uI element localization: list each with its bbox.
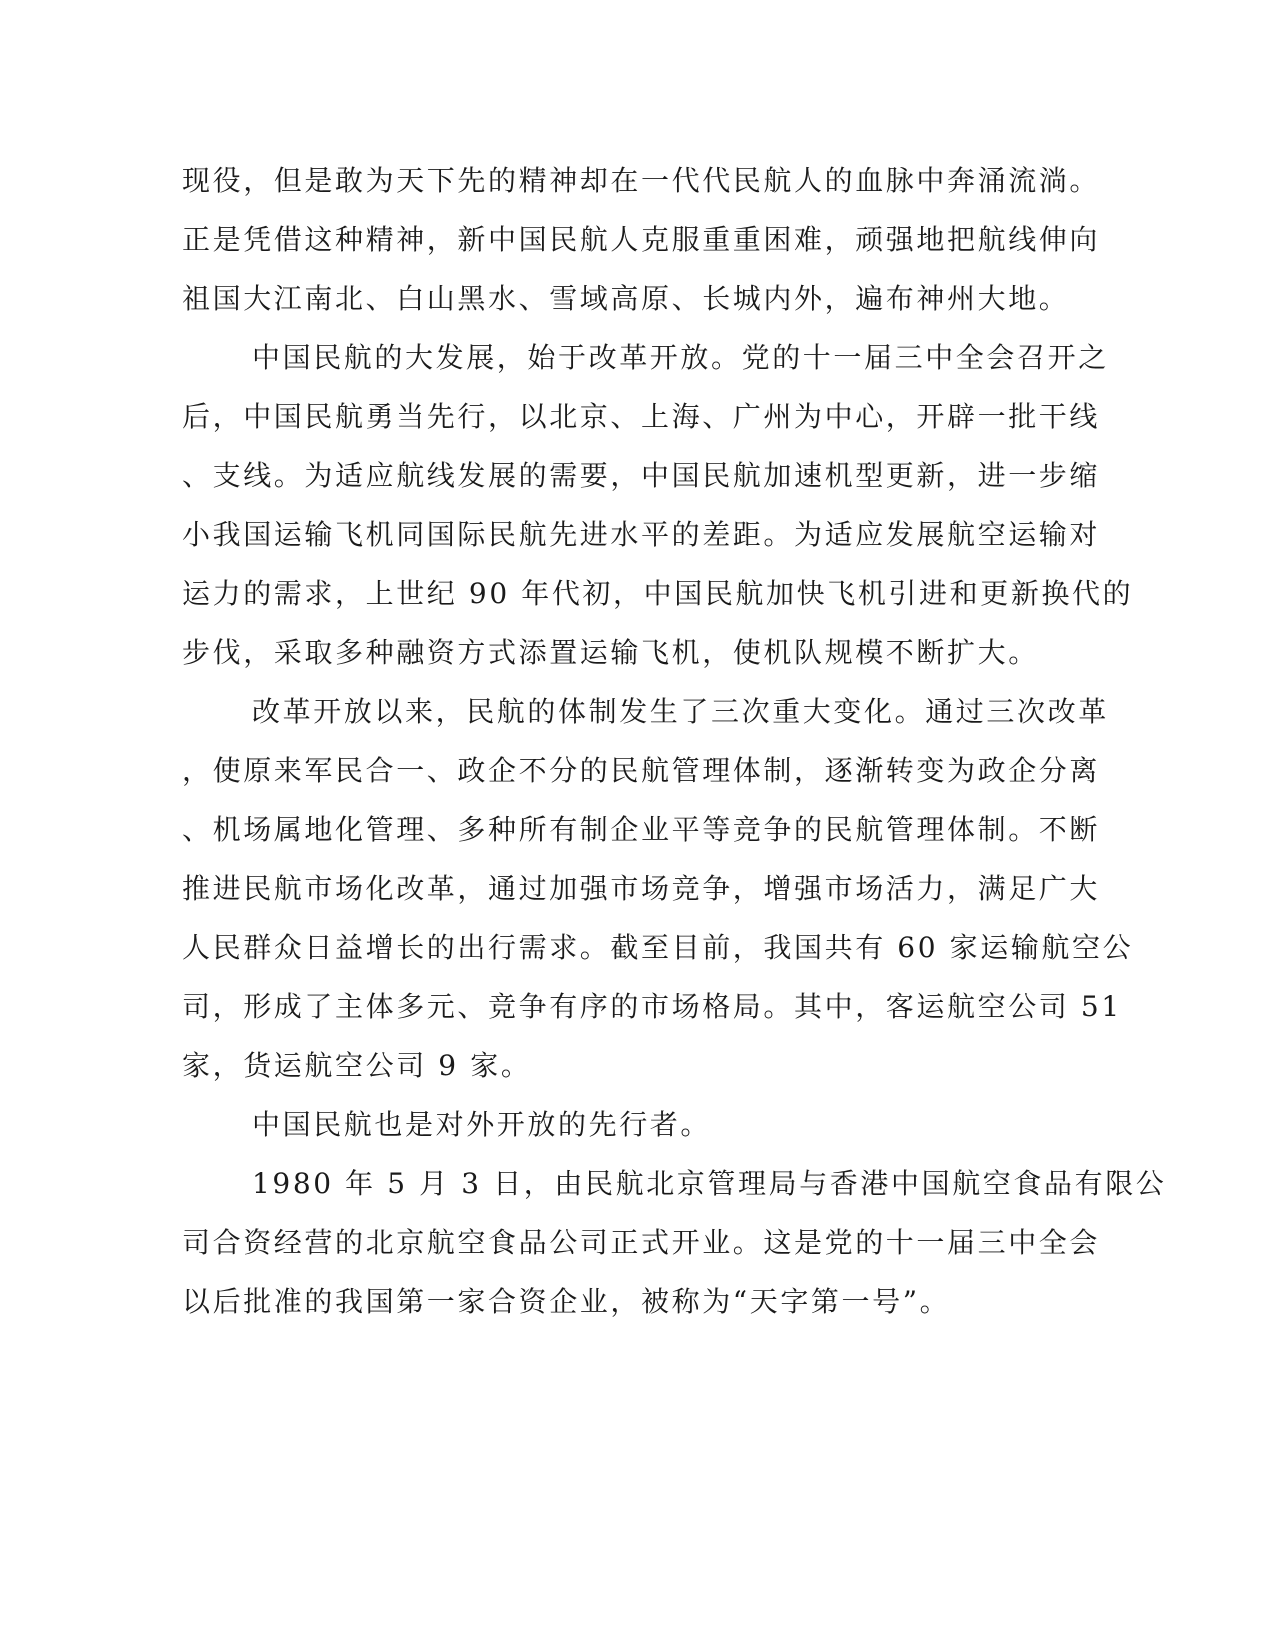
- paragraph-first-line: 改革开放以来，民航的体制发生了三次重大变化。通过三次改革: [252, 695, 1109, 728]
- text-line: 现役，但是敢为天下先的精神却在一代代民航人的血脉中奔涌流淌。: [182, 164, 1101, 197]
- paragraph-first-line: 中国民航也是对外开放的先行者。: [252, 1108, 712, 1141]
- text-line: ，使原来军民合一、政企不分的民航管理体制，逐渐转变为政企分离: [182, 754, 1101, 787]
- text-line: 祖国大江南北、白山黑水、雪域高原、长城内外，遍布神州大地。: [182, 282, 1070, 315]
- text-line: 司，形成了主体多元、竞争有序的市场格局。其中，客运航空公司 51: [182, 990, 1122, 1023]
- text-line: 步伐，采取多种融资方式添置运输飞机，使机队规模不断扩大。: [182, 636, 1039, 669]
- text-line: 、支线。为适应航线发展的需要，中国民航加速机型更新，进一步缩: [182, 459, 1101, 492]
- text-line: 后，中国民航勇当先行，以北京、上海、广州为中心，开辟一批干线: [182, 400, 1101, 433]
- text-line: 正是凭借这种精神，新中国民航人克服重重困难，顽强地把航线伸向: [182, 223, 1101, 256]
- text-line: 运力的需求，上世纪 90 年代初，中国民航加快飞机引进和更新换代的: [182, 577, 1134, 610]
- paragraph-first-line: 1980 年 5 月 3 日，由民航北京管理局与香港中国航空食品有限公: [252, 1167, 1167, 1200]
- text-line: 人民群众日益增长的出行需求。截至目前，我国共有 60 家运输航空公: [182, 931, 1134, 964]
- text-line: 、机场属地化管理、多种所有制企业平等竞争的民航管理体制。不断: [182, 813, 1101, 846]
- text-line: 小我国运输飞机同国际民航先进水平的差距。为适应发展航空运输对: [182, 518, 1101, 551]
- text-line: 司合资经营的北京航空食品公司正式开业。这是党的十一届三中全会: [182, 1226, 1101, 1259]
- text-line: 家，货运航空公司 9 家。: [182, 1049, 532, 1082]
- paragraph-first-line: 中国民航的大发展，始于改革开放。党的十一届三中全会召开之: [252, 341, 1109, 374]
- text-line: 以后批准的我国第一家合资企业，被称为“天字第一号”。: [182, 1285, 951, 1318]
- text-line: 推进民航市场化改革，通过加强市场竞争，增强市场活力，满足广大: [182, 872, 1101, 905]
